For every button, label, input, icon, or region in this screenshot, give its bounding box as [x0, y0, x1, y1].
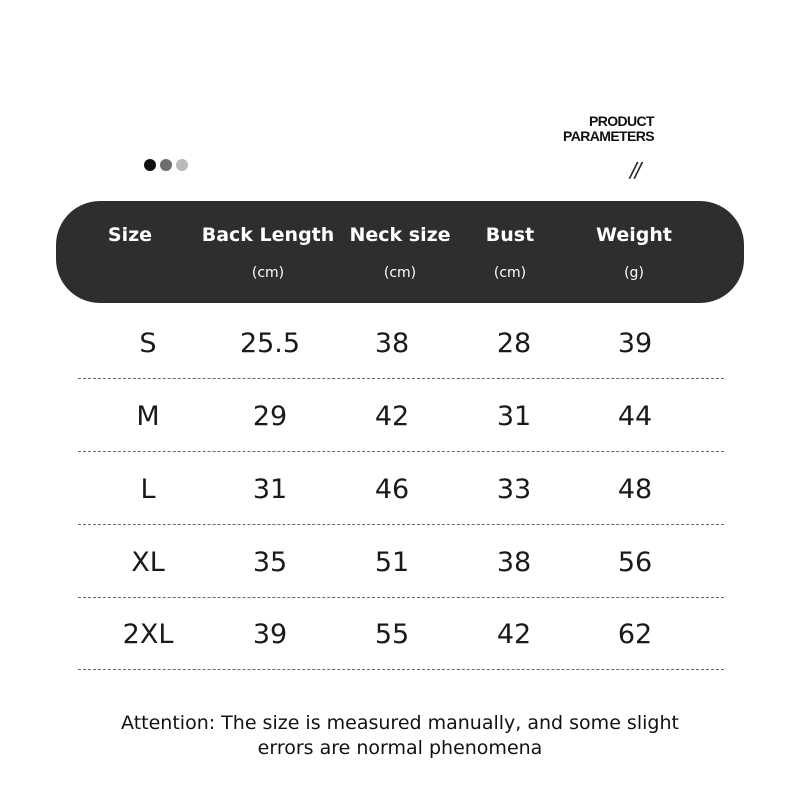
product-parameters-heading	[563, 114, 654, 144]
header-weight-title: Weight	[596, 224, 672, 246]
cell-weight: 44	[617, 401, 653, 432]
cell-bust: 31	[496, 401, 532, 432]
cell-back-length: 35	[252, 547, 288, 578]
dot-dark	[144, 159, 156, 171]
table-row	[78, 306, 724, 379]
cell-neck-size: 51	[374, 547, 410, 578]
header-back-length-title: Back Length	[201, 224, 335, 246]
cell-weight: 56	[617, 547, 653, 578]
header-weight-unit: (g)	[624, 265, 644, 281]
table-row	[78, 379, 724, 452]
cell-size: S	[139, 328, 157, 359]
cell-back-length: 39	[252, 619, 288, 650]
cell-size: L	[140, 474, 156, 505]
cell-back-length: 25.5	[239, 328, 301, 359]
cell-neck-size: 55	[374, 619, 410, 650]
cell-bust: 33	[496, 474, 532, 505]
cell-neck-size: 46	[374, 474, 410, 505]
heading-line-2: PARAMETERS	[563, 128, 654, 144]
cell-bust: 28	[496, 328, 532, 359]
header-bust-title: Bust	[485, 224, 535, 246]
heading-line-1: PRODUCT	[588, 113, 654, 129]
notice-line-2: errors are normal phenomena	[257, 737, 543, 759]
table-header	[56, 201, 744, 303]
table-row	[78, 525, 724, 598]
dot-mid	[160, 159, 172, 171]
notice-line-1: Attention: The size is measured manually, and some slight	[121, 712, 679, 734]
header-size-title: Size	[107, 224, 153, 246]
table-row	[78, 597, 724, 670]
decorative-dots	[144, 159, 188, 171]
dot-light	[176, 159, 188, 171]
cell-bust: 38	[496, 547, 532, 578]
header-neck-size-unit: (cm)	[383, 265, 417, 281]
header-bust-unit: (cm)	[493, 265, 527, 281]
cell-size: XL	[131, 547, 165, 578]
header-back-length-unit: (cm)	[251, 265, 285, 281]
cell-back-length: 29	[252, 401, 288, 432]
cell-weight: 39	[617, 328, 653, 359]
cell-weight: 62	[617, 619, 653, 650]
cell-neck-size: 38	[374, 328, 410, 359]
cell-back-length: 31	[252, 474, 288, 505]
cell-neck-size: 42	[374, 401, 410, 432]
decorative-slashes: //	[630, 158, 640, 182]
table-row	[78, 452, 724, 525]
cell-size: M	[136, 401, 160, 432]
measurement-notice	[0, 711, 800, 761]
header-neck-size-title: Neck size	[349, 224, 451, 246]
cell-weight: 48	[617, 474, 653, 505]
cell-bust: 42	[496, 619, 532, 650]
cell-size: 2XL	[122, 619, 174, 650]
